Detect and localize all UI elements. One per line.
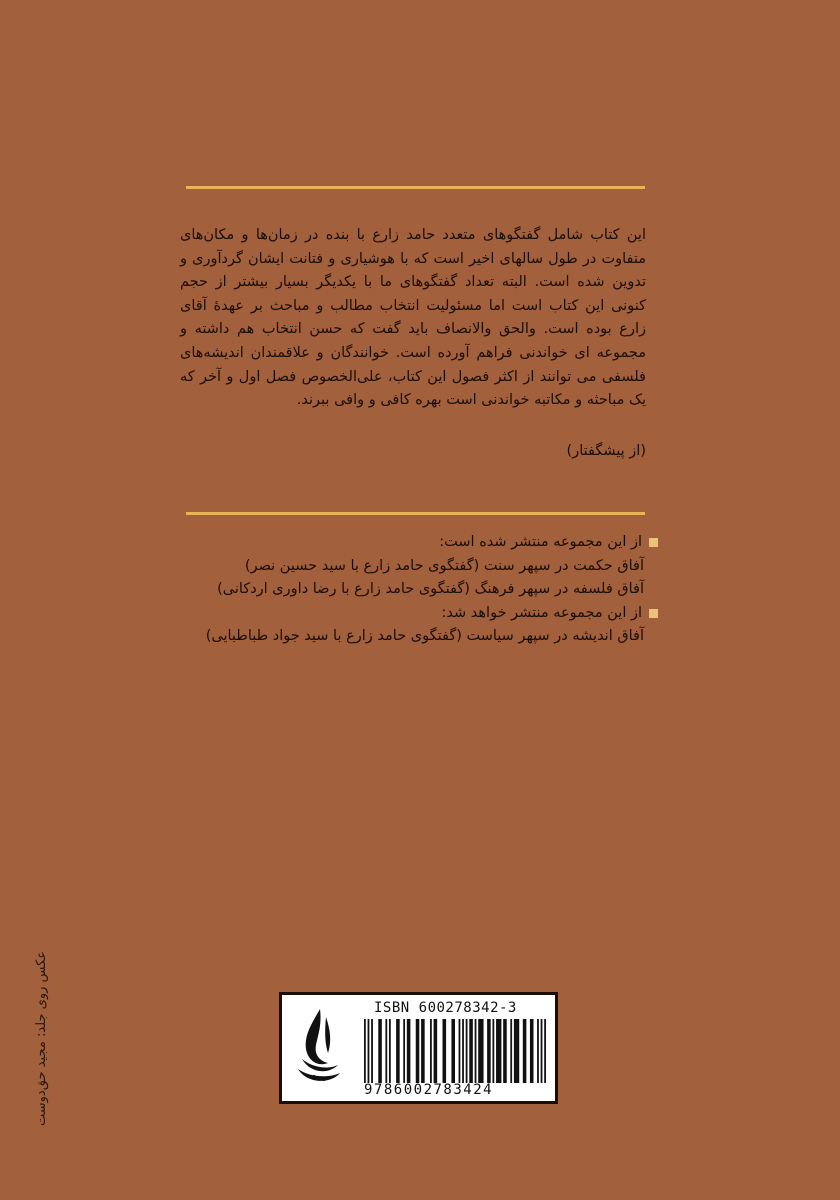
barcode-bar <box>523 1019 527 1083</box>
barcode-bar <box>451 1019 455 1083</box>
cover-photo-credit: عکس روی جلد: مجید حق‌دوست <box>34 950 49 1126</box>
isbn-label: ISBN 600278342-3 <box>374 1000 517 1016</box>
published-heading-text: از این مجموعه منتشر شده است: <box>439 534 642 550</box>
barcode-bar <box>364 1019 366 1083</box>
barcode-bar <box>487 1019 491 1083</box>
barcode-bar <box>537 1019 539 1083</box>
published-item: آفاق حکمت در سپهر سنت (گفتگوی حامد زارع با سید حسین نصر) <box>244 557 644 574</box>
barcode-bar <box>421 1019 425 1083</box>
divider-middle <box>186 512 645 515</box>
square-bullet-icon <box>649 609 658 618</box>
upcoming-heading <box>174 602 644 626</box>
barcode-bar <box>530 1019 534 1083</box>
barcode-bar <box>478 1019 483 1083</box>
barcode-bar <box>443 1019 447 1083</box>
ean-number: 9786002783424 <box>364 1082 494 1098</box>
barcode-bar <box>378 1019 382 1083</box>
barcode-bar <box>462 1019 464 1083</box>
upcoming-heading-text: از این مجموعه منتشر خواهد شد: <box>441 604 642 621</box>
barcode-bars <box>364 1019 546 1083</box>
square-bullet-icon <box>649 538 658 547</box>
barcode-bar <box>514 1019 519 1083</box>
barcode-bar <box>403 1019 405 1083</box>
upcoming-item: آفاق اندیشه در سپهر سیاست (گفتگوی حامد زارع با سید جواد طباطبایی) <box>205 628 644 644</box>
barcode-bar <box>475 1019 477 1083</box>
barcode-bar <box>371 1019 373 1083</box>
published-heading <box>174 531 644 555</box>
barcode-bar <box>469 1019 473 1083</box>
barcode-bar <box>541 1019 543 1083</box>
published-item: آفاق فلسفه در سپهر فرهنگ (گفتگوی حامد زارع با رضا داوری اردکانی) <box>217 581 644 597</box>
back-cover-blurb <box>180 224 646 413</box>
barcode-bar <box>385 1019 387 1083</box>
barcode-bar <box>434 1019 438 1083</box>
barcode-bar <box>503 1019 507 1083</box>
phoenix-logo <box>290 1003 344 1093</box>
blurb-attribution: (از پیشگفتار) <box>566 443 646 459</box>
barcode-bar <box>430 1019 432 1083</box>
barcode-bar <box>416 1019 420 1083</box>
divider-top <box>186 186 645 189</box>
barcode-bar <box>492 1019 494 1083</box>
barcode-bar <box>544 1019 546 1083</box>
barcode-bar <box>459 1019 461 1083</box>
barcode-bar <box>368 1019 370 1083</box>
barcode-panel <box>279 992 558 1104</box>
barcode-bar <box>466 1019 468 1083</box>
blurb-text: این کتاب شامل گفتگوهای متعدد حامد زارع با بنده در زمان‌ها و مکان‌های متفاوت در طول سالهای اخیر است که با هوشیاری و فتانت ایشان گردآوری و تدوین شده است. البته تعداد گفتگوهای ما با یکدیگر بسیار بیشتر از حجم کنونی این کتاب است اما مسئولیت انتخاب مطالب و مباحث بر عهدهٔ آقای زارع بوده است. والحق والانصاف باید گفت که حسن انتخاب هم داشته و مجموعه ای خواندنی فراهم آورده است. خوانندگان و علاقمندان اندیشه‌های فلسفی می توانند از اکثر فصول این کتاب، علی‌الخصوص فصل اول و آخر که یک مباحثه و مکاتبه خواندنی است بهره کافی و وافی ببرند. <box>180 227 646 409</box>
barcode-bar <box>496 1019 501 1083</box>
series-list <box>174 531 644 649</box>
barcode-bar <box>407 1019 411 1083</box>
barcode-bar <box>396 1019 400 1083</box>
barcode-bar <box>389 1019 391 1083</box>
barcode-bar <box>510 1019 512 1083</box>
